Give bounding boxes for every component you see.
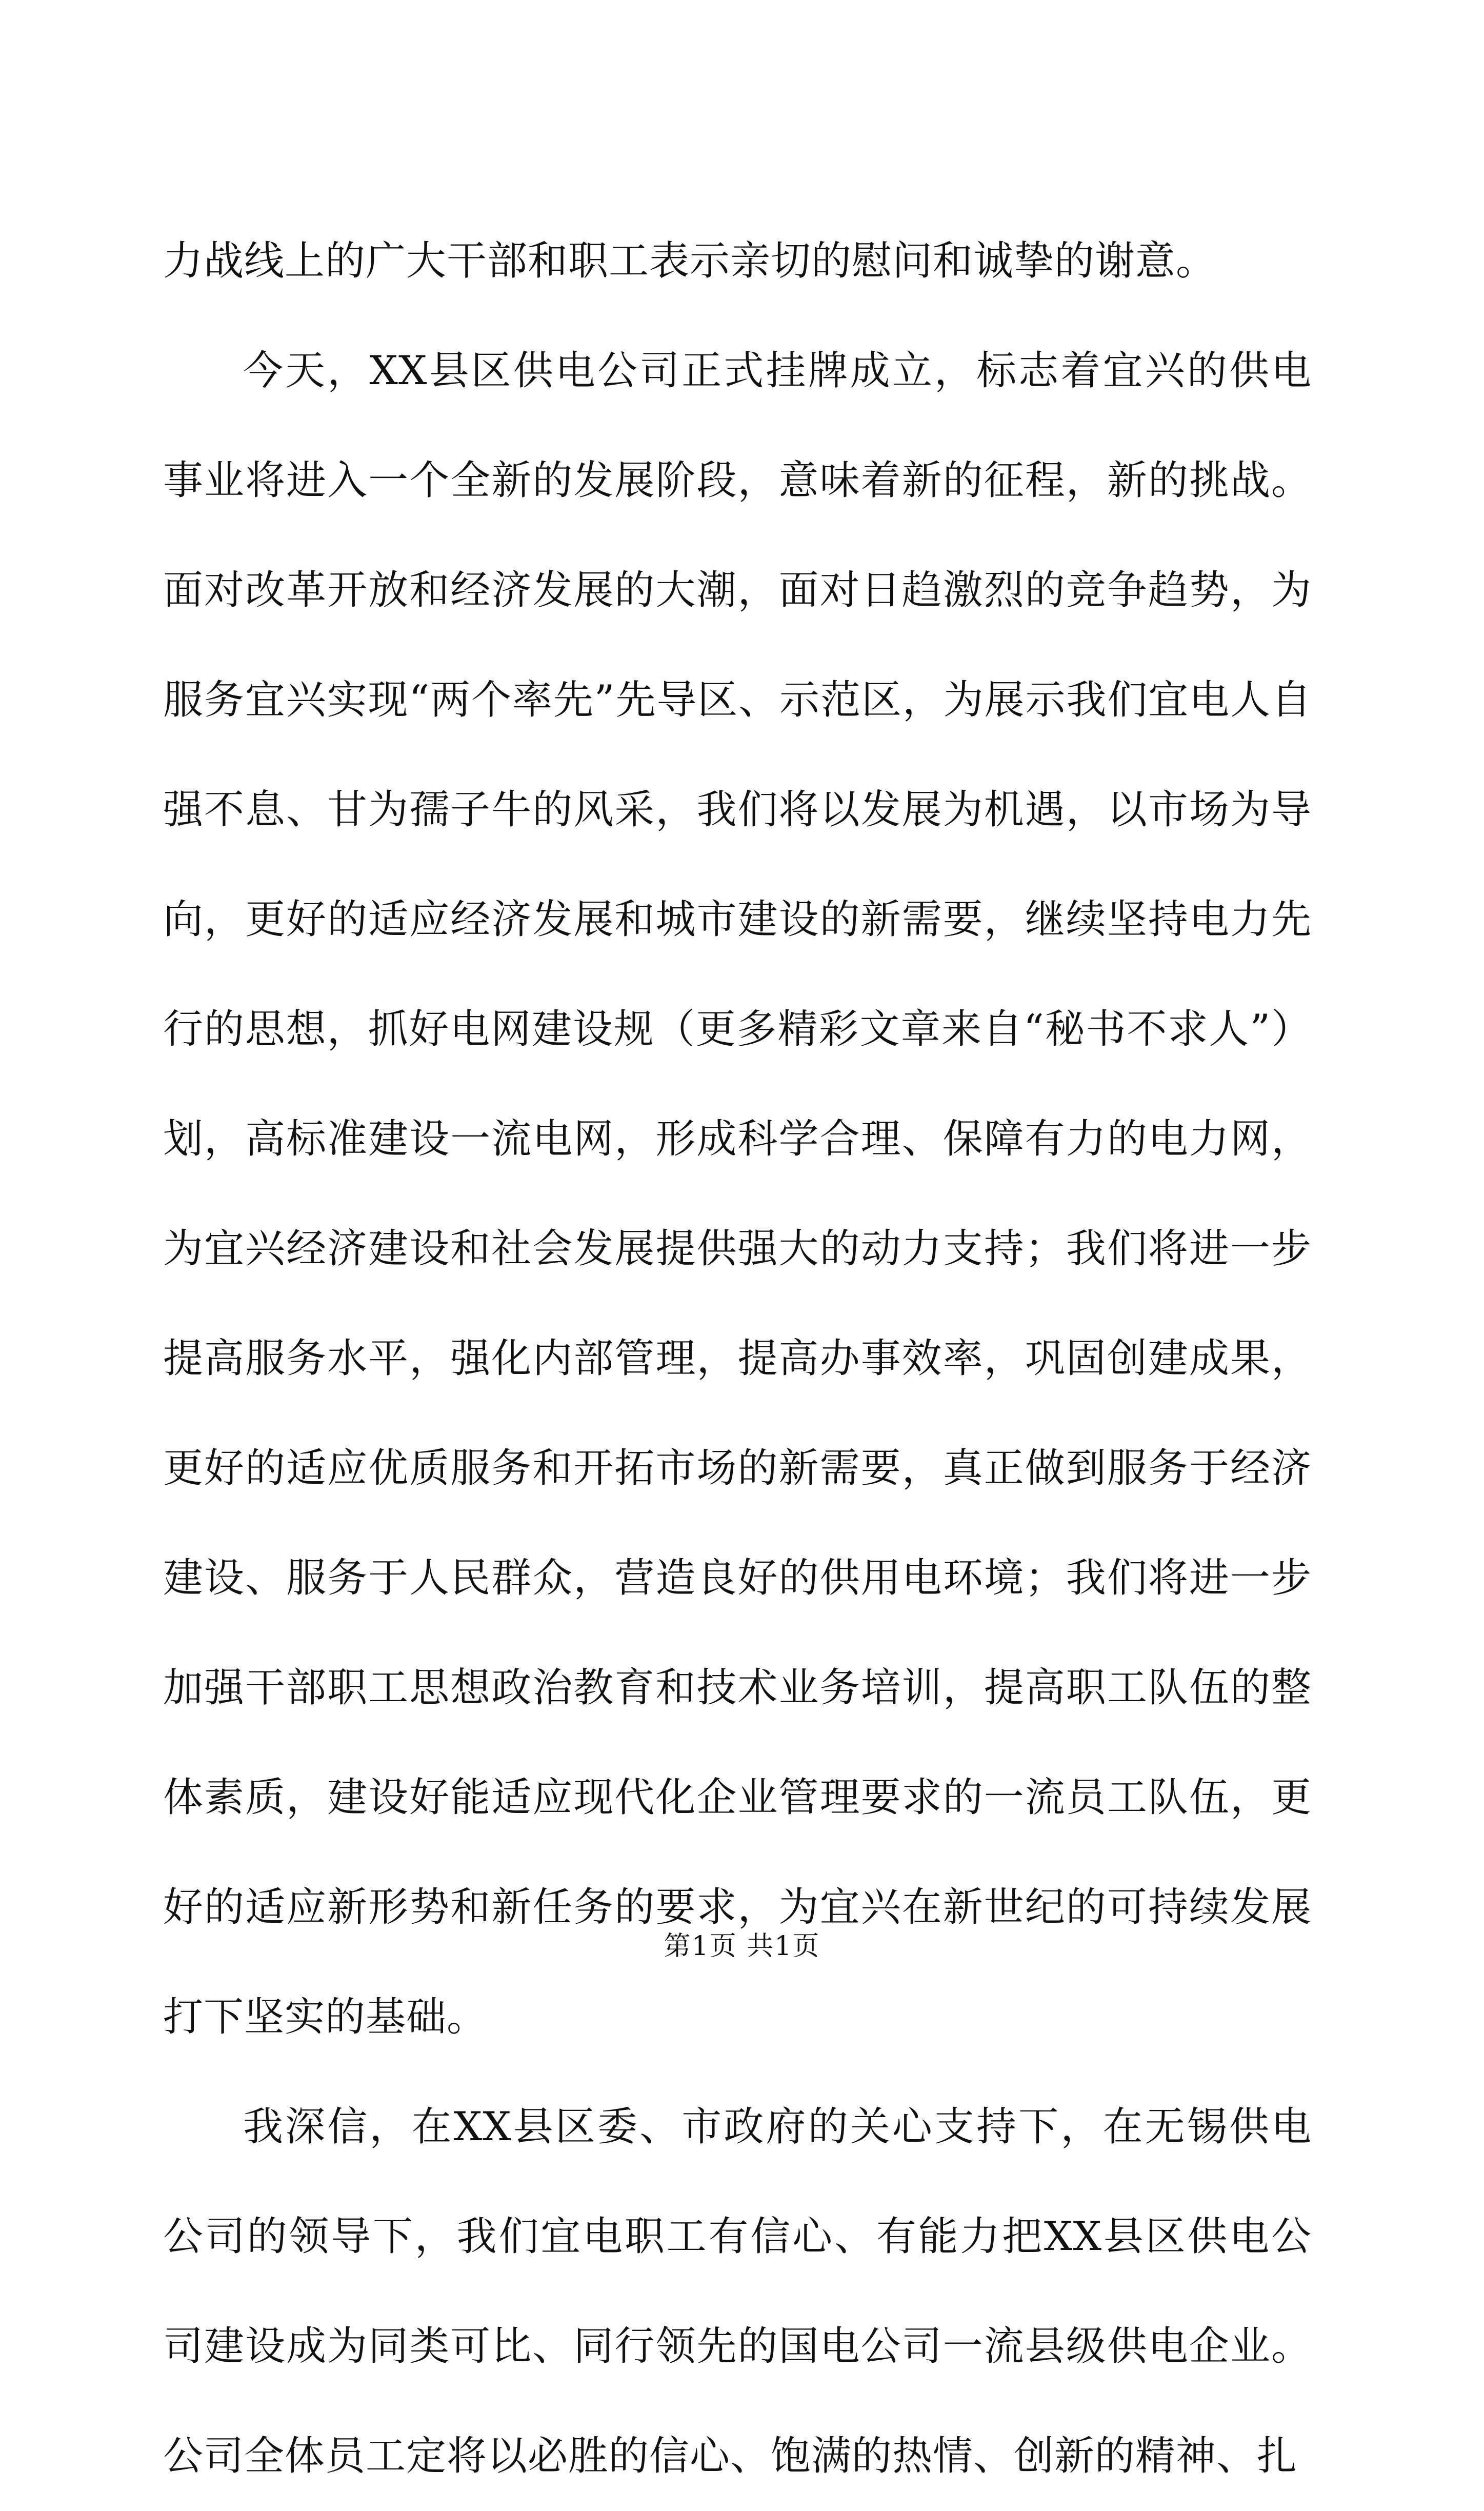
- paragraph-3: 我深信，在XX县区委、市政府的关心支持下，在无锡供电公司的领导下，我们宜电职工有信心、有能力把XX县区供电公司建设成为同类可比、同行领先的国电公司一流县级供电企业。公司全体员工定将以必胜的信心、饱满的热情、创新的精神、扎: [163, 2104, 1312, 2479]
- paragraph-1: 力战线上的广大干部和职工表示亲切的慰问和诚挚的谢意。: [163, 238, 1217, 284]
- paragraph-2: 今天，XX县区供电公司正式挂牌成立，标志着宜兴的供电事业将进入一个全新的发展阶段，意味着新的征程，新的挑战。面对改革开放和经济发展的大潮，面对日趋激烈的竞争趋势，为服务宜兴实现“两个率先”先导区、示范区，为展示我们宜电人自强不息、甘为孺子牛的风采，我们将以发展为机遇，以市场为导向，更好的适应经济发展和城市建设的新需要，继续坚持电力先行的思想，抓好电网建设规（更多精彩文章来自“秘书不求人”）划，高标准建设一流电网，形成科学合理、保障有力的电力网，为宜兴经济建设和社会发展提供强大的动力支持；我们将进一步提高服务水平，强化内部管理，提高办事效率，巩固创建成果，更好的适应优质服务和开拓市场的新需要，真正做到服务于经济建设、服务于人民群众，营造良好的供用电环境；我们将进一步加强干部职工思想政治教育和技术业务培训，提高职工队伍的整体素质，建设好能适应现代化企业管理要求的一流员工队伍，更好的适应新形势和新任务的要求，为宜兴在新世纪的可持续发展打下坚实的基础。: [163, 348, 1312, 2040]
- page-footer: 第1页 共1页: [664, 1931, 820, 1962]
- document-body: [163, 206, 1312, 2511]
